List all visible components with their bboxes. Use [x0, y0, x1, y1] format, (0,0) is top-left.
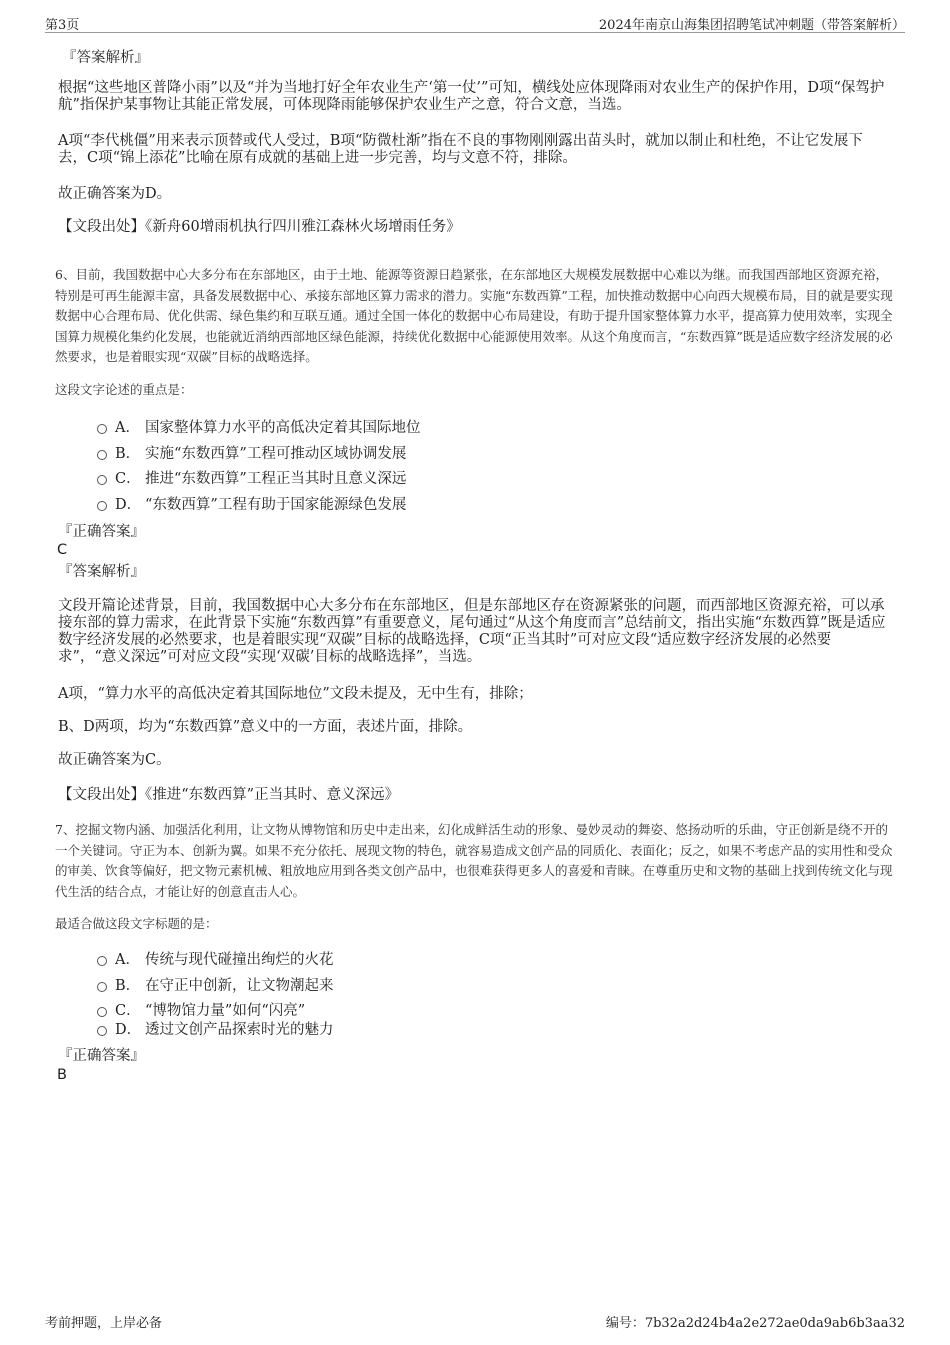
analysis-paragraph: 根据“这些地区普降小雨”以及“并为当地打好全年农业生产‘第一仗’”可知，横线处应体现降雨对农业生产的保护作用，D项“保驾护航”指保护某事物让其能正常发展，可体现降雨能够保护农业生产之意，符合文意，当选。 — [58, 80, 885, 113]
radio-icon[interactable] — [97, 450, 107, 460]
option-text: “博物馆力量”如何“闪亮” — [145, 1002, 306, 1019]
option-text: 透过文创产品探索时光的魅力 — [145, 1021, 334, 1038]
source-citation: 【文段出处】《新舟60增雨机执行四川雅江森林火场增雨任务》 — [58, 219, 461, 235]
option-a[interactable] — [97, 416, 421, 436]
radio-icon[interactable] — [97, 424, 107, 434]
option-text: “东数西算”工程有助于国家能源绿色发展 — [145, 496, 407, 513]
page-header — [45, 14, 905, 33]
option-letter: B． — [115, 977, 141, 994]
document-id: 编号：7b32a2d24b4a2e272ae0da9ab6b3aa32 — [605, 1316, 905, 1331]
option-text: 实施“东数西算”工程可推动区域协调发展 — [145, 445, 407, 462]
analysis-label: 『答案解析』 — [62, 50, 149, 66]
analysis-paragraph: A项“李代桃僵”用来表示顶替或代人受过，B项“防微杜渐”指在不良的事物刚刚露出苗头时，就加以制止和杜绝，不让它发展下去，C项“锦上添花”比喻在原有成就的基础上进一步完善，均与文意不符，排除。 — [58, 133, 863, 166]
option-b[interactable] — [97, 442, 406, 462]
option-c[interactable] — [97, 999, 305, 1019]
option-b[interactable] — [97, 974, 334, 994]
option-text: 国家整体算力水平的高低决定着其国际地位 — [145, 419, 421, 436]
analysis-paragraph: B、D两项，均为“东数西算”意义中的一方面，表述片面，排除。 — [58, 719, 473, 735]
option-a[interactable] — [97, 948, 334, 968]
analysis-label: 『答案解析』 — [58, 564, 145, 580]
radio-icon[interactable] — [97, 475, 107, 485]
answer-label: 『正确答案』 — [58, 524, 145, 540]
option-d[interactable] — [97, 1018, 334, 1038]
option-letter: A． — [115, 419, 140, 436]
option-letter: C． — [115, 1002, 141, 1019]
option-letter: D． — [115, 1021, 142, 1038]
footer-slogan: 考前押题，上岸必备 — [45, 1316, 163, 1331]
option-text: 传统与现代碰撞出绚烂的火花 — [145, 951, 334, 968]
conclusion: 故正确答案为D。 — [58, 186, 172, 202]
document-title: 2024年南京山海集团招聘笔试冲刺题（带答案解析） — [598, 18, 905, 33]
question-text: 6、目前，我国数据中心大多分布在东部地区，由于土地、能源等资源日趋紧张，在东部地区大规模发展数据中心难以为继。而我国西部地区资源充裕，特别是可再生能源丰富，具备发展数据中心、承接东部地区算力需求的潜力。实施“东数西算”工程，加快推动数据中心向西大规模布局，目的就是要实现数据中心合理布局、优化供需、绿色集约和互联互通。通过全国一体化的数据中心布局建设，有助于提升国家整体算力水平，提高算力使用效率，实现全国算力规模化集约化发展，也能就近消纳西部地区绿色能源，持续优化数据中心能源使用效率。从这个角度而言，“东数西算”既是适应数字经济发展的必然要求，也是着眼实现“双碳”目标的战略选择。 — [55, 267, 893, 364]
option-text: 在守正中创新，让文物潮起来 — [145, 977, 334, 994]
radio-icon[interactable] — [97, 1026, 107, 1036]
question-prompt: 这段文字论述的重点是： — [55, 382, 193, 397]
option-letter: D． — [115, 496, 142, 513]
option-text: 推进“东数西算”工程正当其时且意义深远 — [145, 470, 407, 487]
source-citation: 【文段出处】《推进“东数西算”正当其时、意义深远》 — [58, 787, 400, 803]
radio-icon[interactable] — [97, 1007, 107, 1017]
radio-icon[interactable] — [97, 982, 107, 992]
answer-value: B — [57, 1067, 67, 1083]
conclusion: 故正确答案为C。 — [58, 752, 171, 768]
analysis-paragraph: A项，“算力水平的高低决定着其国际地位”文段未提及，无中生有，排除； — [58, 686, 533, 702]
option-d[interactable] — [97, 493, 406, 513]
option-letter: A． — [115, 951, 140, 968]
page-number: 第3页 — [45, 18, 80, 33]
analysis-paragraph: 文段开篇论述背景，目前，我国数据中心大多分布在东部地区，但是东部地区存在资源紧张的问题，而西部地区资源充裕，可以承接东部的算力需求，在此背景下实施“东数西算”有重要意义，尾句通过“从这个角度而言”总结前文，指出实施“东数西算”既是适应数字经济发展的必然要求，也是着眼实现“双碳”目标的战略选择，C项“正当其时”可对应文段“适应数字经济发展的必然要求”，“意义深远”可对应文段“实现‘双碳’目标的战略选择”，当选。 — [58, 598, 886, 665]
answer-value: C — [57, 542, 68, 558]
option-letter: B． — [115, 445, 141, 462]
option-letter: C． — [115, 470, 141, 487]
answer-label: 『正确答案』 — [58, 1048, 145, 1064]
option-c[interactable] — [97, 467, 406, 487]
radio-icon[interactable] — [97, 956, 107, 966]
question-prompt: 最适合做这段文字标题的是： — [55, 916, 218, 931]
radio-icon[interactable] — [97, 501, 107, 511]
question-text: 7、挖掘文物内涵、加强活化利用，让文物从博物馆和历史中走出来，幻化成鲜活生动的形象、曼妙灵动的舞姿、悠扬动听的乐曲，守正创新是绕不开的一个关键词。守正为本、创新为翼。如果不充分依托、展现文物的特色，就容易造成文创产品的同质化、表面化；反之，如果不考虑产品的实用性和受众的审美、饮食等偏好，把文物元素机械、粗放地应用到各类文创产品中，也很难获得更多人的喜爱和青睐。在尊重历史和文物的基础上找到传统文化与现代生活的结合点，才能让好的创意直击人心。 — [55, 822, 893, 899]
